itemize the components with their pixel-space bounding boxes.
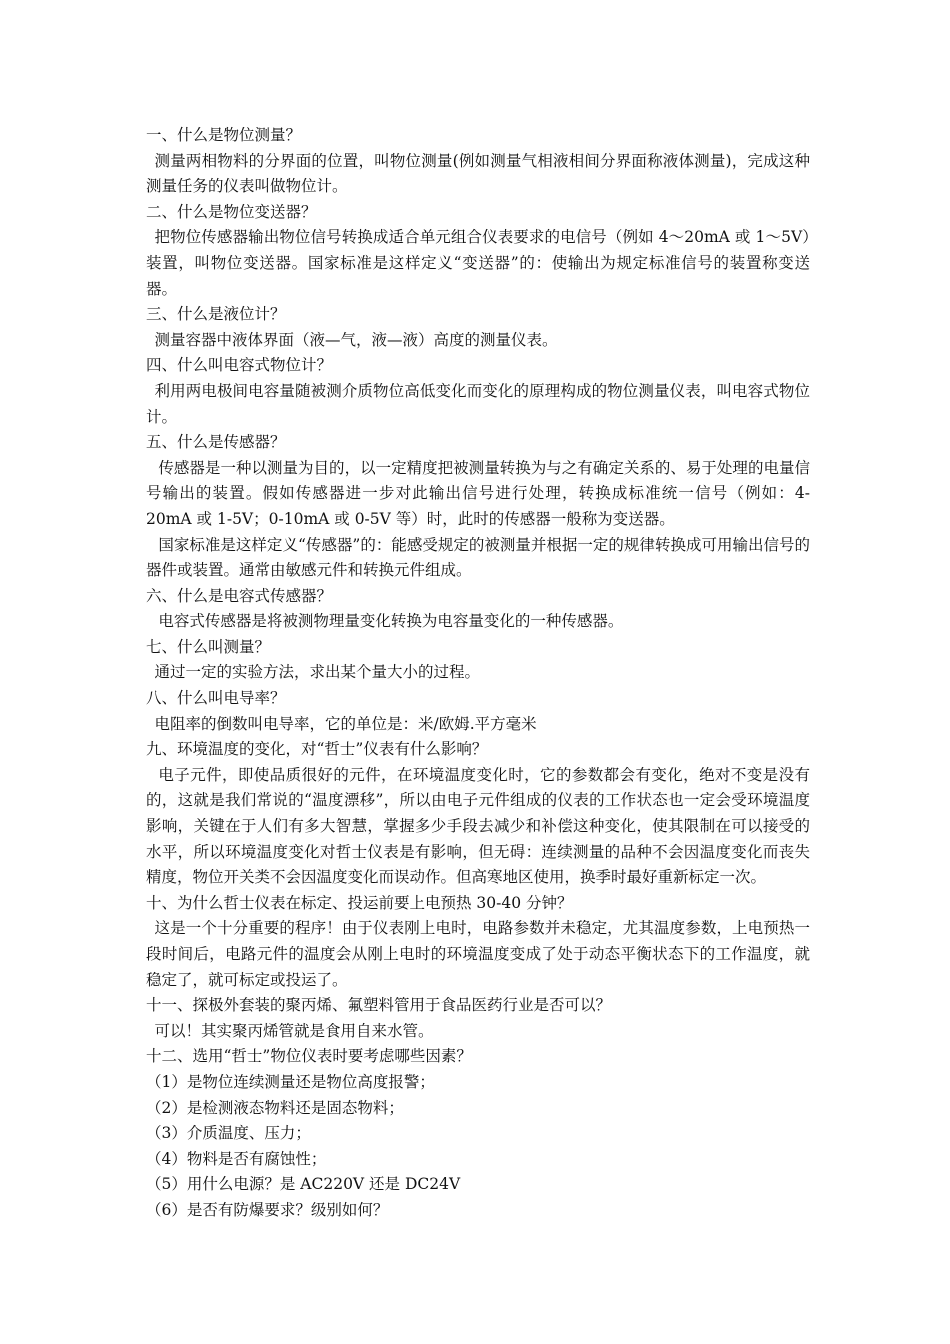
question-heading: 十二、选用“哲士”物位仪表时要考虑哪些因素？: [146, 1047, 472, 1066]
question-heading: 九、环境温度的变化，对“哲士”仪表有什么影响？: [146, 740, 488, 759]
list-item: （5）用什么电源？是 AC220V 还是 DC24V: [146, 1175, 461, 1194]
answer-paragraph: 电子元件，即使品质很好的元件，在环境温度变化时，它的参数都会有变化，绝对不变是没有的，这就是我们常说的“温度漂移”，所以由电子元件组成的仪表的工作状态也一定会受环境温度影响，关键在于人们有多大智慧，掌握多少手段去减少和补偿这种变化，使其限制在可以接受的水平，所以环境温度变化对哲士仪表是有影响，但无碍：连续测量的品种不会因温度变化而丧失精度，物位开关类不会因温度变化而误动作。但高寒地区使用，换季时最好重新标定一次。: [146, 765, 810, 887]
question-heading: 十一、探极外套装的聚丙烯、氟塑料管用于食品医药行业是否可以？: [146, 996, 612, 1015]
answer-paragraph: 测量两相物料的分界面的位置，叫物位测量(例如测量气相液相间分界面称液体测量)，完成这种测量任务的仪表叫做物位计。: [146, 151, 810, 196]
list-item: （3）介质温度、压力；: [146, 1124, 311, 1143]
question-heading: 二、什么是物位变送器？: [146, 202, 317, 221]
question-heading: 一、什么是物位测量？: [146, 126, 302, 144]
document-body: [146, 123, 810, 1224]
answer-paragraph: 电阻率的倒数叫电导率，它的单位是：米/欧姆.平方毫米: [154, 714, 537, 733]
list-item: （1）是物位连续测量还是物位高度报警；: [146, 1072, 435, 1091]
answer-paragraph: 电容式传感器是将被测物理量变化转换为电容量变化的一种传感器。: [158, 612, 624, 631]
answer-paragraph: 把物位传感器输出物位信号转换成适合单元组合仪表要求的电信号（例如 4～20mA 或 1～5V）装置，叫物位变送器。国家标准是这样定义“变送器”的：使输出为规定标准信号的装置称变送器。: [146, 228, 810, 298]
answer-paragraph: 利用两电极间电容量随被测介质物位高低变化而变化的原理构成的物位测量仪表，叫电容式物位计。: [146, 381, 810, 426]
question-heading: 八、什么叫电导率？: [146, 689, 286, 708]
answer-paragraph: 国家标准是这样定义“传感器”的：能感受规定的被测量并根据一定的规律转换成可用输出信号的器件或装置。通常由敏感元件和转换元件组成。: [146, 535, 810, 580]
list-item: （4）物料是否有腐蚀性；: [146, 1149, 327, 1168]
list-item: （6）是否有防爆要求？级别如何？: [146, 1200, 389, 1219]
question-heading: 六、什么是电容式传感器？: [146, 586, 333, 605]
question-heading: 七、什么叫测量？: [146, 637, 271, 656]
answer-paragraph: 传感器是一种以测量为目的，以一定精度把被测量转换为与之有确定关系的、易于处理的电量信号输出的装置。假如传感器进一步对此输出信号进行处理，转换成标准统一信号（例如：4-20mA 或 1-5V；0-10mA 或 0-5V 等）时，此时的传感器一般称为变送器。: [146, 458, 810, 528]
question-heading: 五、什么是传感器？: [146, 433, 286, 452]
answer-paragraph: 这是一个十分重要的程序！由于仪表刚上电时，电路参数并未稳定，尤其温度参数，上电预热一段时间后，电路元件的温度会从刚上电时的环境温度变成了处于动态平衡状态下的工作温度，就稳定了，就可标定或投运了。: [146, 919, 810, 989]
answer-paragraph: 可以！其实聚丙烯管就是食用自来水管。: [154, 1021, 434, 1040]
question-heading: 十、为什么哲士仪表在标定、投运前要上电预热 30-40 分钟？: [146, 893, 573, 912]
question-heading: 三、什么是液位计？: [146, 305, 286, 324]
answer-paragraph: 测量容器中液体界面（液—气，液—液）高度的测量仪表。: [154, 330, 558, 349]
question-heading: 四、什么叫电容式物位计？: [146, 356, 333, 375]
list-item: （2）是检测液态物料还是固态物料；: [146, 1098, 404, 1117]
answer-paragraph: 通过一定的实验方法，求出某个量大小的过程。: [154, 663, 481, 682]
